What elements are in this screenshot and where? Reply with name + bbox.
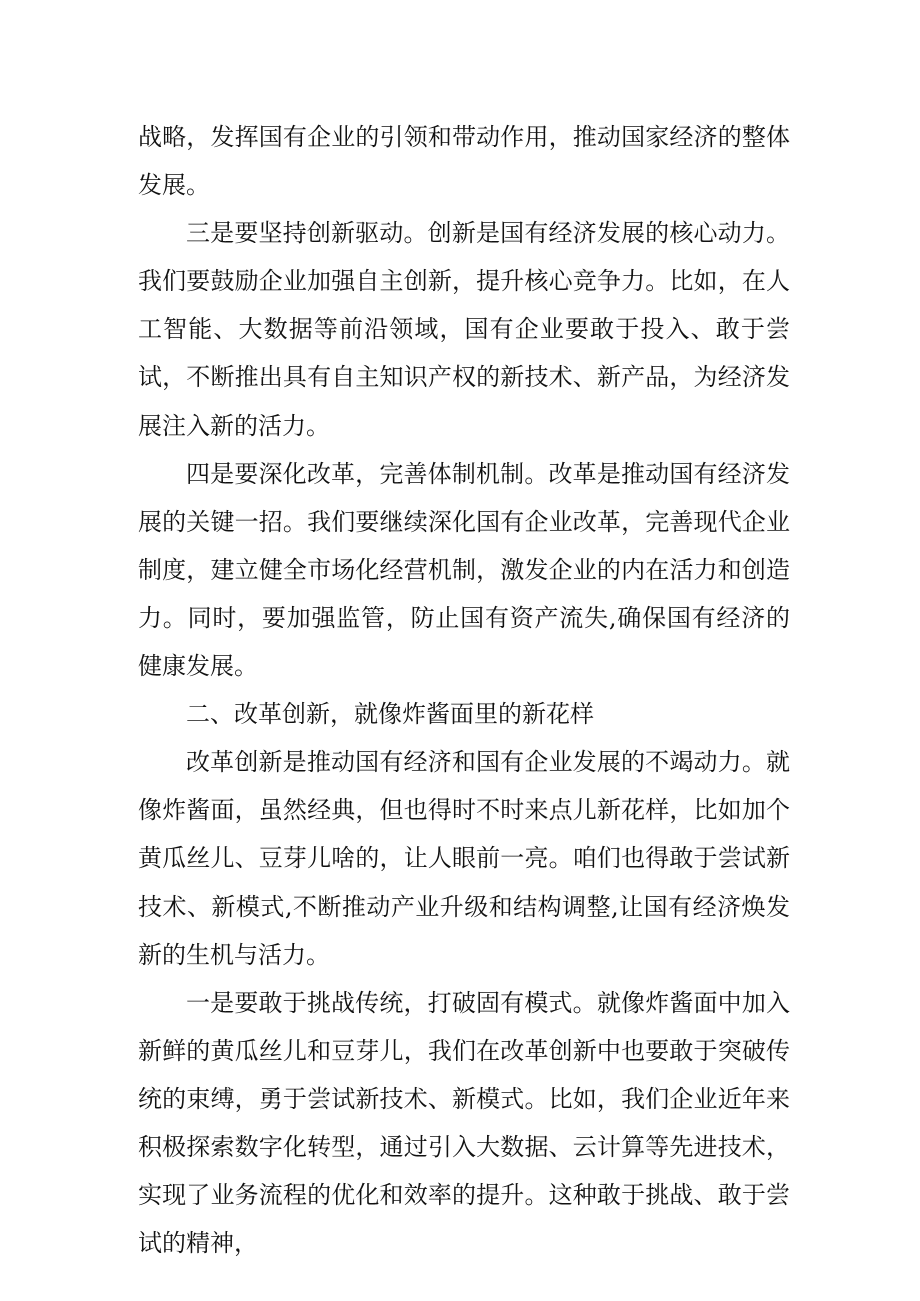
paragraph-challenge-tradition: 一是要敢于挑战传统，打破固有模式。就像炸酱面中加入新鲜的黄瓜丝儿和豆芽儿，我们在改革创新中也要敢于突破传统的束缚，勇于尝试新技术、新模式。比如，我们企业近年来积极探索数字化转型，通过引入大数据、云计算等先进技术，实现了业务流程的优化和效率的提升。这种敢于挑战、敢于尝试的精神， <box>138 988 790 1258</box>
section-heading-reform-innovation: 二、改革创新，就像炸酱面里的新花样 <box>186 700 594 729</box>
paragraph-reform-intro: 改革创新是推动国有经济和国有企业发展的不竭动力。就像炸酱面，虽然经典，但也得时不时来点儿新花样，比如加个黄瓜丝儿、豆芽儿啥的，让人眼前一亮。咱们也得敢于尝试新技术、新模式,不断推动产业升级和结构调整,让国有经济焕发新的生机与活力。 <box>138 748 790 969</box>
paragraph-deepen-reform: 四是要深化改革，完善体制机制。改革是推动国有经济发展的关键一招。我们要继续深化国有企业改革，完善现代企业制度，建立健全市场化经营机制，激发企业的内在活力和创造力。同时，要加强监管，防止国有资产流失,确保国有经济的健康发展。 <box>138 459 790 681</box>
paragraph-innovation-driven: 三是要坚持创新驱动。创新是国有经济发展的核心动力。我们要鼓励企业加强自主创新，提升核心竞争力。比如，在人工智能、大数据等前沿领域，国有企业要敢于投入、敢于尝试，不断推出具有自主知识产权的新技术、新产品，为经济发展注入新的活力。 <box>138 219 790 440</box>
document-body <box>138 113 790 1267</box>
paragraph-continuation: 战略，发挥国有企业的引领和带动作用，推动国家经济的整体发展。 <box>138 123 790 200</box>
